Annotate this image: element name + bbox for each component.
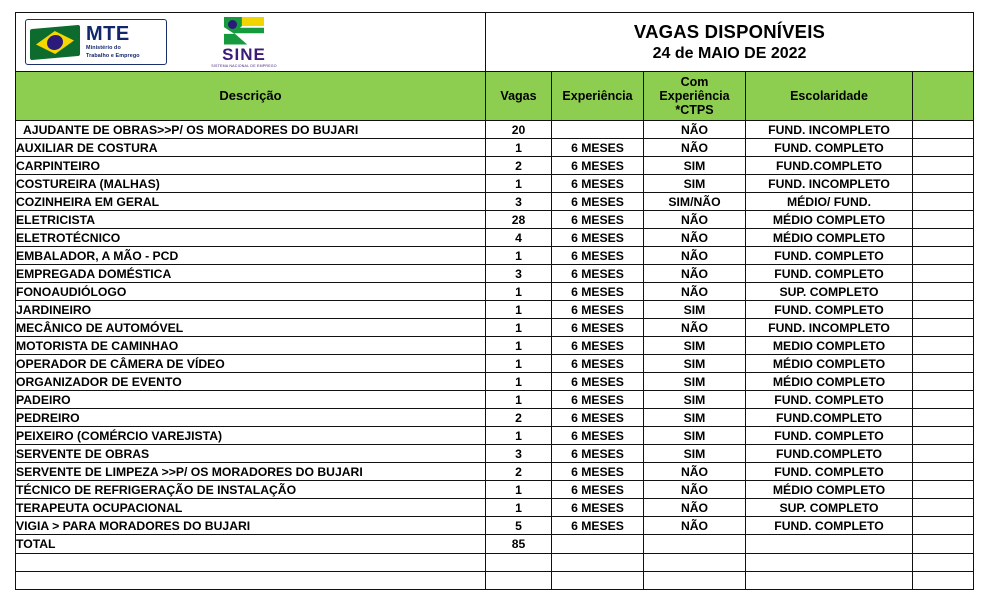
mte-logo [25, 19, 167, 65]
cell-com-experiencia: NÃO [644, 229, 746, 247]
cell-escolaridade: SUP. COMPLETO [746, 499, 913, 517]
cell-extra [913, 481, 974, 499]
cell-total-vagas: 85 [486, 535, 552, 554]
cell-extra [913, 355, 974, 373]
table-row[interactable] [16, 229, 974, 247]
column-header-row [16, 72, 974, 121]
cell-escolaridade: MÉDIO COMPLETO [746, 355, 913, 373]
empty-cell [552, 554, 644, 572]
cell-total-label: TOTAL [16, 535, 486, 554]
cell-experiencia: 6 MESES [552, 517, 644, 535]
sine-logo [209, 17, 279, 68]
cell-vagas: 1 [486, 139, 552, 157]
empty-row[interactable] [16, 554, 974, 572]
cell-vagas: 3 [486, 445, 552, 463]
logo-cell [16, 13, 486, 72]
cell-vagas: 3 [486, 265, 552, 283]
cell-com-experiencia: NÃO [644, 247, 746, 265]
cell-com-experiencia: SIM [644, 175, 746, 193]
empty-cell [16, 572, 486, 590]
cell-experiencia: 6 MESES [552, 337, 644, 355]
cell-descricao: PEDREIRO [16, 409, 486, 427]
cell-descricao: MOTORISTA DE CAMINHAO [16, 337, 486, 355]
table-row[interactable] [16, 499, 974, 517]
cell-descricao: FONOAUDIÓLOGO [16, 283, 486, 301]
cell-escolaridade: FUND.COMPLETO [746, 157, 913, 175]
cell-descricao: TÉCNICO DE REFRIGERAÇÃO DE INSTALAÇÃO [16, 481, 486, 499]
cell-vagas: 5 [486, 517, 552, 535]
cell-descricao: EMPREGADA DOMÉSTICA [16, 265, 486, 283]
cell-escolaridade: SUP. COMPLETO [746, 283, 913, 301]
column-header-com-experiencia [644, 72, 746, 121]
table-row[interactable] [16, 427, 974, 445]
cell-extra [913, 211, 974, 229]
table-row[interactable] [16, 121, 974, 139]
cell-escolaridade: MEDIO COMPLETO [746, 337, 913, 355]
cell-com-experiencia: SIM [644, 373, 746, 391]
cell-experiencia: 6 MESES [552, 355, 644, 373]
title-band-row [16, 13, 974, 72]
cell-vagas: 1 [486, 319, 552, 337]
empty-cell [746, 572, 913, 590]
logo-group [16, 13, 485, 71]
cell-extra [913, 373, 974, 391]
cell-com-experiencia: SIM [644, 445, 746, 463]
cell-com-experiencia: NÃO [644, 283, 746, 301]
cell-descricao: ELETROTÉCNICO [16, 229, 486, 247]
column-header-vagas: Vagas [486, 72, 552, 121]
cell-com-experiencia: SIM/NÃO [644, 193, 746, 211]
empty-cell [746, 554, 913, 572]
table-row[interactable] [16, 193, 974, 211]
table-row[interactable] [16, 481, 974, 499]
cell-experiencia: 6 MESES [552, 157, 644, 175]
cell-experiencia: 6 MESES [552, 265, 644, 283]
cell-experiencia: 6 MESES [552, 319, 644, 337]
cell-com-experiencia: NÃO [644, 211, 746, 229]
cell-experiencia: 6 MESES [552, 211, 644, 229]
sine-tagline: SISTEMA NACIONAL DE EMPREGO [211, 63, 277, 68]
cell-vagas: 3 [486, 193, 552, 211]
cell-vagas: 1 [486, 481, 552, 499]
cell-experiencia: 6 MESES [552, 373, 644, 391]
cell-descricao: OPERADOR DE CÂMERA DE VÍDEO [16, 355, 486, 373]
cell-vagas: 20 [486, 121, 552, 139]
column-header-experiencia: Experiência [552, 72, 644, 121]
cell-escolaridade: FUND. INCOMPLETO [746, 121, 913, 139]
cell-extra [913, 409, 974, 427]
cell-descricao: EMBALADOR, A MÃO - PCD [16, 247, 486, 265]
table-row[interactable] [16, 283, 974, 301]
cell-descricao: PEIXEIRO (COMÉRCIO VAREJISTA) [16, 427, 486, 445]
cell-com-experiencia: SIM [644, 391, 746, 409]
brazil-flag-icon [28, 23, 82, 61]
cell-descricao: PADEIRO [16, 391, 486, 409]
cell-vagas: 28 [486, 211, 552, 229]
cell-descricao: VIGIA > PARA MORADORES DO BUJARI [16, 517, 486, 535]
cell-descricao: TERAPEUTA OCUPACIONAL [16, 499, 486, 517]
cell-extra [913, 517, 974, 535]
table-row[interactable] [16, 157, 974, 175]
cell-extra [913, 139, 974, 157]
cell-experiencia: 6 MESES [552, 499, 644, 517]
cell-vagas: 1 [486, 373, 552, 391]
cell-experiencia: 6 MESES [552, 175, 644, 193]
cell-descricao: COSTUREIRA (MALHAS) [16, 175, 486, 193]
cell-experiencia: 6 MESES [552, 247, 644, 265]
sine-s-icon [224, 17, 264, 45]
cell-descricao: ORGANIZADOR DE EVENTO [16, 373, 486, 391]
cell-vagas: 2 [486, 463, 552, 481]
com-experiencia-line2: Experiência [659, 89, 730, 103]
cell-experiencia: 6 MESES [552, 229, 644, 247]
cell-vagas: 2 [486, 409, 552, 427]
table-row[interactable] [16, 517, 974, 535]
cell-experiencia: 6 MESES [552, 193, 644, 211]
cell-experiencia [552, 121, 644, 139]
cell-experiencia: 6 MESES [552, 481, 644, 499]
empty-cell [486, 554, 552, 572]
table-row[interactable] [16, 211, 974, 229]
cell-escolaridade: FUND. COMPLETO [746, 517, 913, 535]
cell-experiencia: 6 MESES [552, 391, 644, 409]
empty-cell [552, 572, 644, 590]
empty-cell [913, 554, 974, 572]
table-row[interactable] [16, 175, 974, 193]
cell-com-experiencia: SIM [644, 337, 746, 355]
cell-total-experiencia [552, 535, 644, 554]
cell-total-escolaridade [746, 535, 913, 554]
cell-extra [913, 265, 974, 283]
cell-extra [913, 121, 974, 139]
cell-extra [913, 193, 974, 211]
cell-escolaridade: FUND. COMPLETO [746, 247, 913, 265]
mte-subtitle-line1: Ministério do [86, 44, 121, 51]
cell-extra [913, 319, 974, 337]
mte-wordmark [86, 24, 140, 60]
cell-descricao: MECÂNICO DE AUTOMÓVEL [16, 319, 486, 337]
cell-escolaridade: FUND. INCOMPLETO [746, 175, 913, 193]
cell-escolaridade: MÉDIO COMPLETO [746, 481, 913, 499]
table-row[interactable] [16, 247, 974, 265]
cell-extra [913, 301, 974, 319]
column-header-extra [913, 72, 974, 121]
cell-escolaridade: FUND.COMPLETO [746, 409, 913, 427]
cell-vagas: 4 [486, 229, 552, 247]
cell-descricao: CARPINTEIRO [16, 157, 486, 175]
column-header-descricao: Descrição [16, 72, 486, 121]
cell-descricao: ELETRICISTA [16, 211, 486, 229]
cell-extra [913, 175, 974, 193]
mte-acronym: MTE [86, 22, 130, 45]
cell-vagas: 1 [486, 283, 552, 301]
cell-experiencia: 6 MESES [552, 427, 644, 445]
cell-com-experiencia: SIM [644, 427, 746, 445]
table-row[interactable] [16, 373, 974, 391]
cell-escolaridade: FUND. COMPLETO [746, 391, 913, 409]
cell-vagas: 1 [486, 247, 552, 265]
cell-com-experiencia: SIM [644, 409, 746, 427]
cell-experiencia: 6 MESES [552, 283, 644, 301]
cell-extra [913, 283, 974, 301]
cell-vagas: 1 [486, 427, 552, 445]
cell-descricao: SERVENTE DE OBRAS [16, 445, 486, 463]
cell-vagas: 1 [486, 355, 552, 373]
sine-wordmark: SINE [222, 44, 266, 64]
com-experiencia-line3: *CTPS [675, 103, 714, 117]
cell-descricao: AJUDANTE DE OBRAS>>P/ OS MORADORES DO BUJARI [16, 121, 486, 139]
cell-escolaridade: FUND. COMPLETO [746, 463, 913, 481]
cell-com-experiencia: SIM [644, 355, 746, 373]
cell-escolaridade: FUND. COMPLETO [746, 265, 913, 283]
cell-com-experiencia: NÃO [644, 463, 746, 481]
cell-escolaridade: FUND. COMPLETO [746, 301, 913, 319]
page-title: VAGAS DISPONÍVEIS [633, 20, 826, 42]
cell-extra [913, 499, 974, 517]
table-row[interactable] [16, 337, 974, 355]
empty-row[interactable] [16, 572, 974, 590]
empty-cell [913, 572, 974, 590]
com-experiencia-line1: Com [680, 75, 709, 89]
cell-extra [913, 427, 974, 445]
cell-extra [913, 337, 974, 355]
cell-total-com-experiencia [644, 535, 746, 554]
cell-total-extra [913, 535, 974, 554]
cell-extra [913, 157, 974, 175]
table-row[interactable] [16, 265, 974, 283]
cell-com-experiencia: NÃO [644, 517, 746, 535]
cell-vagas: 1 [486, 175, 552, 193]
cell-escolaridade: MÉDIO/ FUND. [746, 193, 913, 211]
cell-com-experiencia: NÃO [644, 265, 746, 283]
empty-cell [486, 572, 552, 590]
page-date: 24 de MAIO DE 2022 [652, 44, 807, 62]
cell-com-experiencia: SIM [644, 301, 746, 319]
empty-cell [16, 554, 486, 572]
cell-extra [913, 229, 974, 247]
cell-com-experiencia: NÃO [644, 319, 746, 337]
cell-vagas: 1 [486, 337, 552, 355]
cell-vagas: 2 [486, 157, 552, 175]
title-cell [486, 13, 974, 72]
table-row[interactable] [16, 445, 974, 463]
cell-com-experiencia: SIM [644, 157, 746, 175]
mte-subtitle-line2: Trabalho e Emprego [86, 53, 140, 59]
cell-extra [913, 445, 974, 463]
cell-extra [913, 463, 974, 481]
cell-escolaridade: FUND. INCOMPLETO [746, 319, 913, 337]
table-row[interactable] [16, 319, 974, 337]
cell-vagas: 1 [486, 391, 552, 409]
cell-vagas: 1 [486, 301, 552, 319]
table-row[interactable] [16, 355, 974, 373]
cell-com-experiencia: NÃO [644, 481, 746, 499]
cell-com-experiencia: NÃO [644, 139, 746, 157]
cell-escolaridade: MÉDIO COMPLETO [746, 211, 913, 229]
table-row[interactable] [16, 139, 974, 157]
cell-escolaridade: MÉDIO COMPLETO [746, 229, 913, 247]
table-row[interactable] [16, 463, 974, 481]
cell-com-experiencia: NÃO [644, 499, 746, 517]
table-row[interactable] [16, 409, 974, 427]
cell-descricao: COZINHEIRA EM GERAL [16, 193, 486, 211]
cell-experiencia: 6 MESES [552, 301, 644, 319]
cell-escolaridade: FUND. COMPLETO [746, 427, 913, 445]
cell-com-experiencia: NÃO [644, 121, 746, 139]
cell-experiencia: 6 MESES [552, 445, 644, 463]
empty-cell [644, 554, 746, 572]
cell-experiencia: 6 MESES [552, 139, 644, 157]
cell-extra [913, 247, 974, 265]
cell-experiencia: 6 MESES [552, 409, 644, 427]
cell-escolaridade: FUND.COMPLETO [746, 445, 913, 463]
cell-descricao: AUXILIAR DE COSTURA [16, 139, 486, 157]
column-header-escolaridade: Escolaridade [746, 72, 913, 121]
table-body [16, 121, 974, 590]
cell-experiencia: 6 MESES [552, 463, 644, 481]
cell-descricao: JARDINEIRO [16, 301, 486, 319]
cell-escolaridade: MÉDIO COMPLETO [746, 373, 913, 391]
cell-descricao: SERVENTE DE LIMPEZA >>P/ OS MORADORES DO BUJARI [16, 463, 486, 481]
table-row[interactable] [16, 301, 974, 319]
cell-extra [913, 391, 974, 409]
total-row [16, 535, 974, 554]
cell-escolaridade: FUND. COMPLETO [746, 139, 913, 157]
cell-vagas: 1 [486, 499, 552, 517]
table-row[interactable] [16, 391, 974, 409]
empty-cell [644, 572, 746, 590]
vagas-table [15, 12, 974, 590]
